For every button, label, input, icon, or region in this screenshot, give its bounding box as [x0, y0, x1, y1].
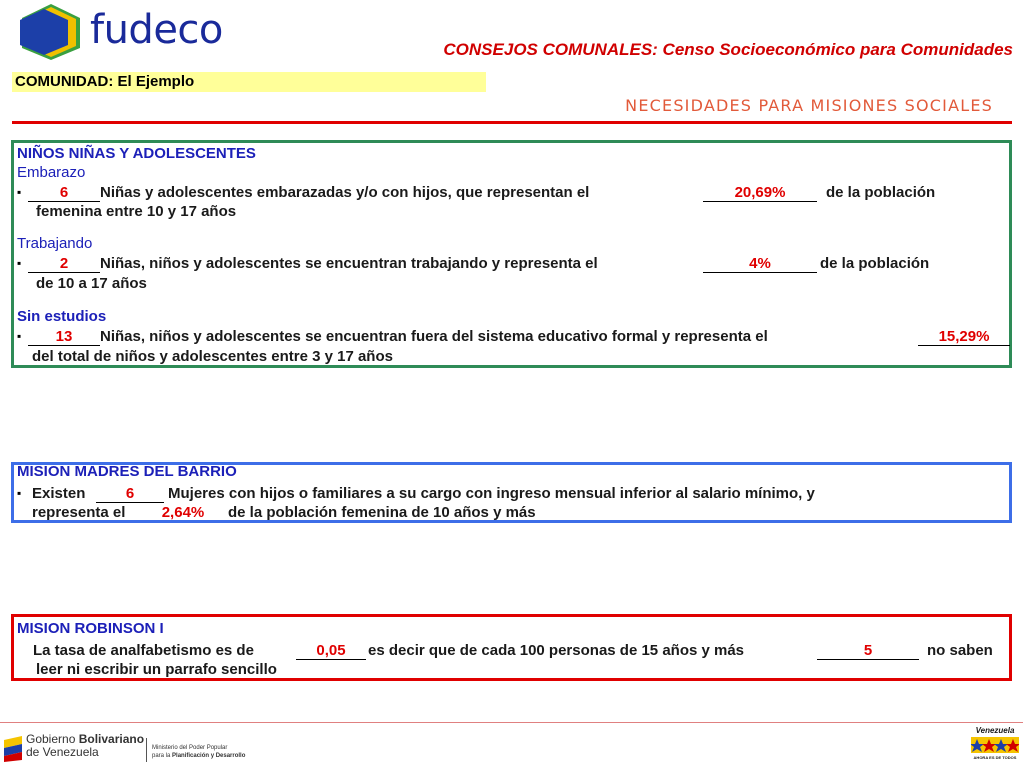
bullet-icon: ▪ [17, 256, 22, 270]
sin-estudios-label: Sin estudios [17, 308, 107, 325]
stars-icon [971, 735, 1019, 755]
trabajando-label: Trabajando [17, 235, 93, 252]
bullet-icon: ▪ [17, 329, 22, 343]
madres-prefix: Existen [32, 485, 86, 502]
venezuela-logo-tagline: AHORA ES DE TODOS [973, 755, 1017, 760]
embarazo-text-cont: femenina entre 10 y 17 años [36, 203, 237, 220]
embarazo-text-end: de la población [826, 184, 936, 201]
footer-divider [0, 722, 1023, 723]
ninos-section [11, 140, 1012, 368]
gobierno-bolivariano-logo [2, 732, 272, 764]
robinson-count: 5 [817, 642, 919, 660]
trabajando-count: 2 [28, 255, 100, 273]
page-title: CONSEJOS COMUNALES: Censo Socioeconómico para Comunidades [443, 40, 1013, 59]
trabajando-text-cont: de 10 a 17 años [36, 275, 147, 292]
madres-percent: 2,64% [161, 504, 205, 521]
embarazo-count: 6 [28, 184, 100, 202]
section-heading: NECESIDADES PARA MISIONES SOCIALES [625, 96, 993, 115]
header-divider [12, 121, 1012, 124]
venezuela-ahora-logo [971, 726, 1019, 762]
ministry-text-cont: para la Planificación y Desarrollo [152, 753, 246, 759]
fudeco-logo [14, 2, 229, 62]
robinson-rate: 0,05 [296, 642, 366, 660]
community-label: COMUNIDAD: El Ejemplo [12, 72, 486, 92]
sin-estudios-text-cont: del total de niños y adolescentes entre 3 y 17 años [32, 348, 393, 365]
venezuela-text: de Venezuela [26, 745, 99, 759]
madres-title: MISION MADRES DEL BARRIO [17, 463, 237, 480]
madres-text-suffix: de la población femenina de 10 años y más [228, 504, 536, 521]
gobierno-text: Gobierno Bolivariano [26, 732, 145, 746]
embarazo-text: Niñas y adolescentes embarazadas y/o con hijos, que representan el [100, 184, 590, 201]
robinson-title: MISION ROBINSON I [17, 620, 164, 637]
bullet-icon: ▪ [17, 185, 22, 199]
sin-estudios-count: 13 [28, 328, 100, 346]
ninos-title: NIÑOS NIÑAS Y ADOLESCENTES [17, 145, 256, 162]
bullet-icon: ▪ [17, 486, 22, 500]
embarazo-percent: 20,69% [703, 184, 817, 202]
madres-count: 6 [96, 485, 164, 503]
sin-estudios-percent: 15,29% [918, 328, 1010, 346]
trabajando-text: Niñas, niños y adolescentes se encuentran trabajando y representa el [100, 255, 598, 272]
venezuela-logo-title: Venezuela [975, 726, 1015, 735]
robinson-section [11, 614, 1012, 681]
trabajando-text-end: de la población [820, 255, 930, 272]
robinson-text: La tasa de analfabetismo es de [33, 642, 254, 659]
madres-text: Mujeres con hijos o familiares a su cargo con ingreso mensual inferior al salario mínimo, y [168, 485, 815, 502]
robinson-text-cont: leer ni escribir un parrafo sencillo [36, 661, 277, 678]
fudeco-wordmark: fudeco [90, 7, 223, 53]
robinson-text-end: no saben [927, 642, 993, 659]
venezuela-flag-icon [2, 734, 24, 762]
footer-separator [146, 738, 147, 762]
ministry-text: Ministerio del Poder Popular [152, 745, 228, 751]
fudeco-logo-mark-icon [14, 2, 88, 62]
trabajando-percent: 4% [703, 255, 817, 273]
madres-section [11, 462, 1012, 523]
madres-text-prefix: representa el [32, 504, 126, 521]
sin-estudios-text: Niñas, niños y adolescentes se encuentran fuera del sistema educativo formal y representa el [100, 328, 768, 345]
robinson-text-mid: es decir que de cada 100 personas de 15 años y más [368, 642, 745, 659]
embarazo-label: Embarazo [17, 164, 86, 181]
